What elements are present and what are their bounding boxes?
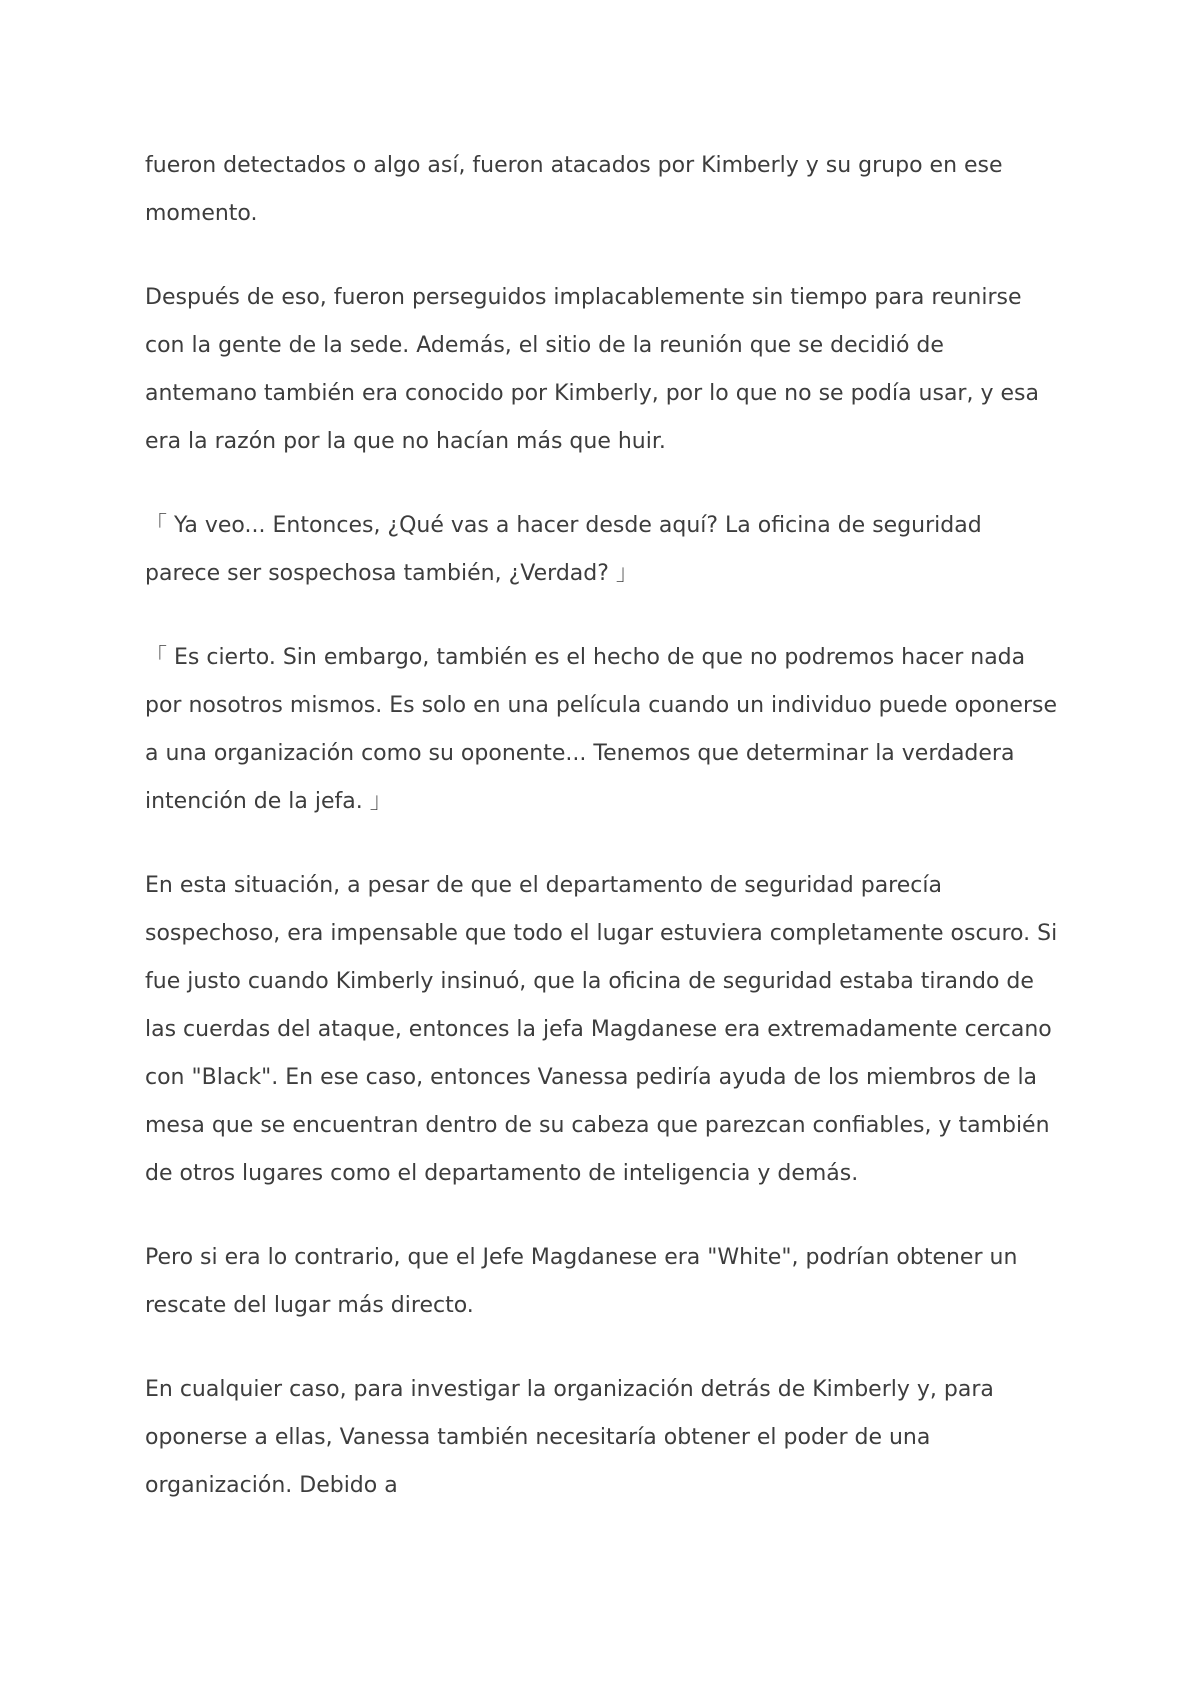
paragraph: fueron detectados o algo así, fueron atacados por Kimberly y su grupo en ese momento. bbox=[145, 153, 1003, 226]
paragraph: Después de eso, fueron perseguidos implacablemente sin tiempo para reunirse con la gente de la sede. Además, el sitio de la reunión que se decidió de antemano también era conocido por Kimberly, por lo que no se podía usar, y esa era la razón por la que no hacían más que huir. bbox=[145, 285, 1039, 454]
paragraph: En esta situación, a pesar de que el departamento de seguridad parecía sospechoso, era impensable que todo el lugar estuviera completamente oscuro. Si fue justo cuando Kimberly insinuó, que la oficina de seguridad estaba tirando de las cuerdas del ataque, entonces la jefa Magdanese era extremadamente cercano con "Black". En ese caso, entonces Vanessa pediría ayuda de los miembros de la mesa que se encuentran dentro de su cabeza que parezcan confiables, y también de otros lugares como el departamento de inteligencia y demás. bbox=[145, 873, 1058, 1186]
dialogue-paragraph: 「 Ya veo... Entonces, ¿Qué vas a hacer desde aquí? La oficina de seguridad parece ser sospechosa también, ¿Verdad? 」 bbox=[145, 513, 982, 586]
paragraph: Pero si era lo contrario, que el Jefe Magdanese era "White", podrían obtener un rescate del lugar más directo. bbox=[145, 1245, 1018, 1318]
document-body bbox=[145, 142, 1060, 1546]
dialogue-paragraph: 「 Es cierto. Sin embargo, también es el hecho de que no podremos hacer nada por nosotros mismos. Es solo en una película cuando un individuo puede oponerse a una organización como su oponente... Tenemos que determinar la verdadera intención de la jefa. 」 bbox=[145, 645, 1057, 814]
paragraph: En cualquier caso, para investigar la organización detrás de Kimberly y, para oponerse a ellas, Vanessa también necesitaría obtener el poder de una organización. Debido a bbox=[145, 1377, 994, 1498]
